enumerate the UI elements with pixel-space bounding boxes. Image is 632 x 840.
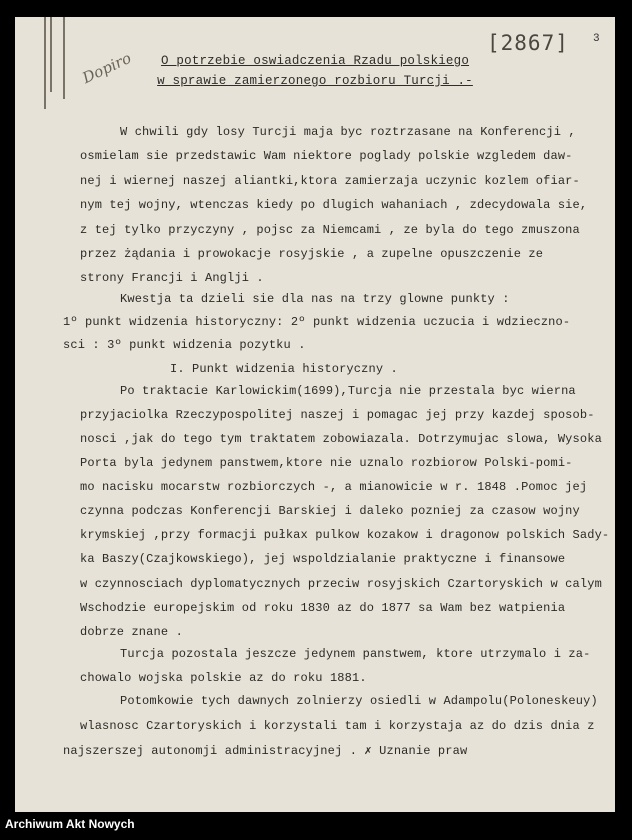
archive-footer bbox=[0, 812, 632, 840]
body-text-line: 1º punkt widzenia historyczny: 2º punkt widzenia uczucia i wdzieczno- bbox=[63, 315, 571, 329]
document-title-line: w sprawie zamierzonego rozbioru Turcji .- bbox=[157, 74, 473, 88]
body-text-line: wlasnosc Czartoryskich i korzystali tam i korzystaja az do dzis dnia z bbox=[80, 719, 595, 733]
body-text-line: I. Punkt widzenia historyczny . bbox=[170, 362, 398, 376]
body-text-line: przyjaciolka Rzeczypospolitej naszej i pomagac jej przy kazdej sposob- bbox=[80, 408, 595, 422]
body-text-line: Porta byla jedynem panstwem,ktore nie uznalo rozbiorow Polski-pomi- bbox=[80, 456, 573, 470]
handwritten-margin-note: Dopiro bbox=[79, 48, 135, 88]
body-text-line: nej i wiernej naszej aliantki,ktora zamierzaja uczynic kozlem ofiar- bbox=[80, 174, 580, 188]
page-number: 3 bbox=[593, 33, 600, 45]
document-title-line: O potrzebie oswiadczenia Rzadu polskiego bbox=[160, 54, 470, 68]
body-text-line: nym tej wojny, wtenczas kiedy po dlugich wahaniach , zdecydowala sie, bbox=[80, 198, 588, 212]
body-text-line: najszerszej autonomji administracyjnej . ✗ Uznanie praw bbox=[63, 744, 468, 758]
body-text-line: Po traktacie Karlowickim(1699),Turcja nie przestala byc wierna bbox=[120, 384, 576, 398]
body-text-line: mo nacisku mocarstw rozbiorczych -, a mianowicie w r. 1848 .Pomoc jej bbox=[80, 480, 588, 494]
body-text-line: Wschodzie europejskim od roku 1830 az do 1877 sa Wam bez watpienia bbox=[80, 601, 566, 615]
body-text-line: Kwestja ta dzieli sie dla nas na trzy glowne punkty : bbox=[120, 292, 510, 306]
body-text-line: ka Baszy(Czajkowskiego), jej wspoldzialanie praktyczne i finansowe bbox=[80, 552, 566, 566]
body-text-line: chowalo wojska polskie az do roku 1881. bbox=[80, 671, 367, 685]
body-text-line: strony Francji i Anglji . bbox=[80, 271, 264, 285]
body-text-line: Turcja pozostala jeszcze jedynem panstwem, ktore utrzymalo i za- bbox=[120, 647, 591, 661]
body-text-line: nosci ,jak do tego tym traktatem zobowiazala. Dotrzymujac slowa, Wysoka bbox=[80, 432, 602, 446]
body-text-line: Potomkowie tych dawnych zolnierzy osiedli w Adampolu(Poloneskeuy) bbox=[120, 694, 598, 708]
body-text-line: W chwili gdy losy Turcji maja byc roztrzasane na Konferencji , bbox=[120, 125, 576, 139]
body-text-line: czynna podczas Konferencji Barskiej i daleko pozniej za czasow wojny bbox=[80, 504, 580, 518]
document-page bbox=[15, 17, 615, 812]
body-text-line: dobrze znane . bbox=[80, 625, 183, 639]
body-text-line: krymskiej ,przy formacji pułkax pulkow kozakow i dragonow polskich Sady- bbox=[80, 528, 610, 542]
body-text-line: z tej tylko przyczyny , pojsc za Niemcami , ze byla do tego zmuszona bbox=[80, 223, 580, 237]
body-text-line: w czynnosciach dyplomatycznych przeciw rosyjskich Czartoryskich w calym bbox=[80, 577, 602, 591]
body-text-line: sci : 3º punkt widzenia pozytku . bbox=[63, 338, 306, 352]
body-text-line: osmielam sie przedstawic Wam niektore poglady polskie wzgledem daw- bbox=[80, 149, 573, 163]
archive-name: Archiwum Akt Nowych bbox=[5, 817, 135, 831]
body-text-line: przez żądania i prowokacje rosyjskie , a zupelne opuszczenie ze bbox=[80, 247, 544, 261]
signature-mark: [2867] bbox=[487, 31, 569, 55]
